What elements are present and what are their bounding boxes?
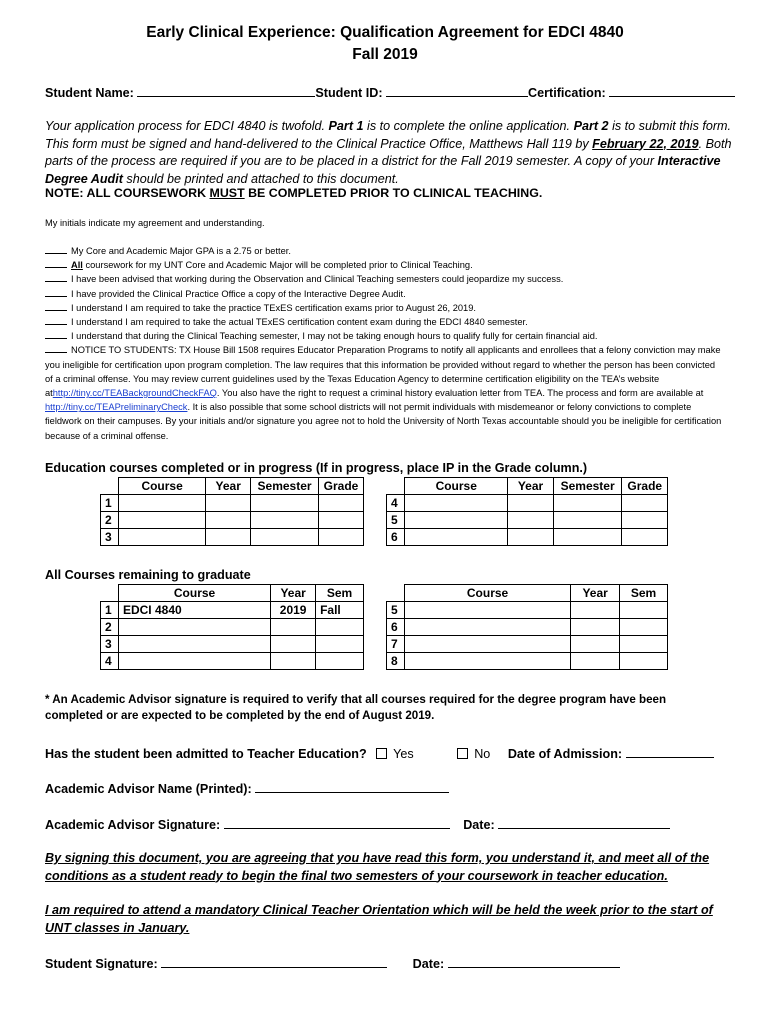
certification-label: Certification: bbox=[528, 86, 606, 100]
year-cell[interactable] bbox=[508, 495, 553, 512]
year-cell[interactable] bbox=[206, 529, 251, 546]
row-number: 5 bbox=[387, 602, 405, 619]
intro-audit: Interactive Degree Audit bbox=[45, 154, 721, 186]
advisor-signature-label: Academic Advisor Signature: bbox=[45, 818, 221, 832]
course-cell[interactable] bbox=[118, 512, 205, 529]
table-row bbox=[101, 495, 364, 512]
year-cell[interactable] bbox=[206, 495, 251, 512]
header-blank bbox=[101, 585, 119, 602]
agreement-item bbox=[45, 329, 725, 343]
table-row bbox=[101, 619, 364, 636]
row-number: 3 bbox=[101, 636, 119, 653]
year-cell[interactable] bbox=[571, 602, 620, 619]
agreement-text: I have been advised that working during the Observation and Clinical Teaching semesters could jeopardize my success. bbox=[71, 274, 564, 285]
table-row bbox=[387, 512, 668, 529]
header-blank bbox=[387, 478, 405, 495]
intro-deadline: February 22, 2019 bbox=[592, 136, 699, 151]
year-cell[interactable] bbox=[571, 619, 620, 636]
table-row bbox=[387, 602, 668, 619]
sem-cell[interactable] bbox=[620, 636, 668, 653]
intro-text-1: Your application process for EDCI 4840 is twofold. bbox=[45, 119, 326, 133]
grade-cell[interactable] bbox=[622, 512, 668, 529]
row-number: 8 bbox=[387, 653, 405, 670]
agreement-item bbox=[45, 315, 725, 329]
course-cell[interactable] bbox=[405, 529, 508, 546]
table-row bbox=[101, 636, 364, 653]
initials-field[interactable] bbox=[45, 258, 67, 268]
table-row bbox=[387, 653, 668, 670]
initials-field[interactable] bbox=[45, 287, 67, 297]
grade-cell[interactable] bbox=[622, 495, 668, 512]
orientation-statement: I am required to attend a mandatory Clinical Teacher Orientation which will be held the week prior to the start of UNT classes in January. bbox=[45, 903, 713, 935]
course-cell[interactable] bbox=[118, 619, 270, 636]
table-header-row bbox=[387, 478, 668, 495]
sem-cell[interactable]: Fall bbox=[316, 602, 364, 619]
signing-statement: By signing this document, you are agreeing that you have read this form, you understand it, and meet all of the conditions as a student ready to begin the final two semesters of your coursework in teacher education. bbox=[45, 851, 710, 883]
year-cell[interactable]: 2019 bbox=[271, 602, 316, 619]
admission-row bbox=[45, 745, 714, 761]
year-cell[interactable] bbox=[508, 529, 553, 546]
row-number: 4 bbox=[101, 653, 119, 670]
course-cell[interactable]: EDCI 4840 bbox=[118, 602, 270, 619]
semester-cell[interactable] bbox=[553, 512, 622, 529]
course-cell[interactable] bbox=[118, 529, 205, 546]
advisor-name-row bbox=[45, 780, 449, 796]
course-cell[interactable] bbox=[118, 495, 205, 512]
intro-text-3: is to submit this form. This form must be signed and hand-delivered to the Clinical Practice Office, Matthews Hall 119 by bbox=[45, 119, 732, 151]
year-cell[interactable] bbox=[271, 636, 316, 653]
initials-field[interactable] bbox=[45, 343, 67, 353]
course-cell[interactable] bbox=[405, 495, 508, 512]
header-year: Year bbox=[271, 585, 316, 602]
intro-paragraph bbox=[45, 118, 735, 188]
agreement-list bbox=[45, 244, 725, 443]
header-sem: Sem bbox=[316, 585, 364, 602]
sem-cell[interactable] bbox=[620, 619, 668, 636]
course-cell[interactable] bbox=[404, 619, 570, 636]
agreement-text: I understand that during the Clinical Teaching semester, I may not be taking enough hours to qualify fully for certain financial aid. bbox=[71, 331, 598, 342]
student-id-label: Student ID: bbox=[315, 86, 383, 100]
row-number: 1 bbox=[101, 602, 119, 619]
remaining-heading: All Courses remaining to graduate bbox=[45, 568, 251, 582]
row-number: 7 bbox=[387, 636, 405, 653]
note-must: MUST bbox=[209, 186, 245, 200]
agreement-item bbox=[45, 287, 725, 301]
advisor-name-label: Academic Advisor Name (Printed): bbox=[45, 782, 252, 796]
header-year: Year bbox=[508, 478, 553, 495]
edu-courses-heading: Education courses completed or in progress (If in progress, place IP in the Grade column.) bbox=[45, 461, 588, 475]
semester-cell[interactable] bbox=[251, 512, 319, 529]
felony-notice bbox=[45, 343, 725, 442]
tea-preliminary-link[interactable]: http://tiny.cc/TEAPreliminaryCheck bbox=[45, 402, 188, 413]
header-semester: Semester bbox=[553, 478, 622, 495]
advisor-date-field[interactable] bbox=[498, 816, 670, 829]
intro-part2: Part 2 bbox=[573, 119, 609, 133]
course-cell[interactable] bbox=[118, 636, 270, 653]
agreement-item bbox=[45, 272, 725, 286]
agreement-lead: My initials indicate my agreement and understanding. bbox=[45, 218, 265, 228]
row-number: 3 bbox=[101, 529, 119, 546]
course-cell[interactable] bbox=[404, 636, 570, 653]
certification-field[interactable] bbox=[609, 84, 735, 97]
table-row bbox=[387, 495, 668, 512]
course-cell[interactable] bbox=[404, 602, 570, 619]
agreement-text: I have provided the Clinical Practice Office a copy of the Interactive Degree Audit. bbox=[71, 288, 406, 299]
student-name-field[interactable] bbox=[137, 84, 315, 97]
course-cell[interactable] bbox=[404, 653, 570, 670]
row-number: 4 bbox=[387, 495, 405, 512]
admission-date-field[interactable] bbox=[626, 745, 714, 758]
table-header-row bbox=[101, 478, 364, 495]
course-cell[interactable] bbox=[118, 653, 270, 670]
initials-field[interactable] bbox=[45, 315, 67, 325]
advisor-name-field[interactable] bbox=[255, 780, 449, 793]
student-signature-field[interactable] bbox=[161, 955, 387, 968]
advisor-signature-row bbox=[45, 816, 670, 832]
agreement-text: I understand I am required to take the actual TExES certification content exam during the EDCI 4840 semester. bbox=[71, 317, 528, 328]
header-semester: Semester bbox=[251, 478, 319, 495]
admission-date-label: Date of Admission: bbox=[507, 747, 623, 761]
note-prefix: NOTE: ALL COURSEWORK bbox=[45, 186, 207, 200]
header-year: Year bbox=[206, 478, 251, 495]
notice-text-a: NOTICE TO STUDENTS: TX House Bill 1508 requires Educator Preparation Programs to notify all applicants and enrollees that a felony conviction may make you ineligible for certification upon program completion. The law requires that this information be provided without regard to whether the person has been convicted of a criminal offense. You may review current guidelines used by the Texas Education Agency to determine certification eligibility on the TEA’s website at bbox=[45, 345, 721, 399]
row-number: 2 bbox=[101, 512, 119, 529]
advisor-date-label: Date: bbox=[463, 818, 495, 832]
initials-field[interactable] bbox=[45, 244, 67, 254]
sem-cell[interactable] bbox=[620, 653, 668, 670]
semester-cell[interactable] bbox=[553, 495, 622, 512]
header-course: Course bbox=[404, 585, 570, 602]
form-title: Early Clinical Experience: Qualification Agreement for EDCI 4840 bbox=[146, 24, 624, 41]
header-sem: Sem bbox=[620, 585, 668, 602]
agreement-text: I understand I am required to take the practice TExES certification exams prior to August 26, 2019. bbox=[71, 302, 476, 313]
tea-background-link[interactable]: http://tiny.cc/TEABackgroundCheckFAQ bbox=[52, 388, 217, 399]
notice-text-b: . You also have the right to request a criminal history evaluation letter from TEA. The process and form are available at bbox=[216, 388, 704, 399]
row-number: 1 bbox=[101, 495, 119, 512]
agreement-item bbox=[45, 258, 725, 272]
table-row bbox=[387, 529, 668, 546]
table-row bbox=[101, 529, 364, 546]
student-name-label: Student Name: bbox=[45, 86, 134, 100]
header-course: Course bbox=[118, 478, 205, 495]
grade-cell[interactable] bbox=[319, 495, 364, 512]
semester-cell[interactable] bbox=[251, 495, 319, 512]
sem-cell[interactable] bbox=[316, 653, 364, 670]
header-grade: Grade bbox=[319, 478, 364, 495]
course-cell[interactable] bbox=[405, 512, 508, 529]
table-row bbox=[101, 512, 364, 529]
advisor-footnote: * An Academic Advisor signature is required to verify that all courses required for the degree program have been completed or are expected to be completed by the end of August 2019. bbox=[45, 693, 667, 722]
intro-text-5: should be printed and attached to this document. bbox=[126, 171, 399, 186]
grade-cell[interactable] bbox=[319, 512, 364, 529]
edu-courses-table-left bbox=[100, 477, 364, 546]
agreement-item bbox=[45, 301, 725, 315]
agreement-text: coursework for my UNT Core and Academic Major will be completed prior to Clinical Teaching. bbox=[85, 260, 473, 271]
table-row bbox=[387, 636, 668, 653]
agreement-item bbox=[45, 244, 725, 258]
semester-cell[interactable] bbox=[251, 529, 319, 546]
grade-cell[interactable] bbox=[622, 529, 668, 546]
no-label: No bbox=[474, 747, 491, 761]
initials-field[interactable] bbox=[45, 272, 67, 282]
no-checkbox[interactable] bbox=[457, 748, 468, 759]
year-cell[interactable] bbox=[206, 512, 251, 529]
year-cell[interactable] bbox=[571, 653, 620, 670]
sem-cell[interactable] bbox=[620, 602, 668, 619]
intro-text-2: is to complete the online application. bbox=[367, 119, 571, 133]
semester-cell[interactable] bbox=[553, 529, 622, 546]
year-cell[interactable] bbox=[508, 512, 553, 529]
agreement-text: My Core and Academic Major GPA is a 2.75 or better. bbox=[71, 246, 291, 256]
remaining-table-right bbox=[386, 584, 668, 670]
year-cell[interactable] bbox=[271, 653, 316, 670]
student-signature-label: Student Signature: bbox=[45, 957, 158, 971]
sem-cell[interactable] bbox=[316, 619, 364, 636]
student-date-label: Date: bbox=[412, 957, 445, 971]
form-term: Fall 2019 bbox=[352, 46, 418, 63]
header-course: Course bbox=[405, 478, 508, 495]
advisor-signature-field[interactable] bbox=[224, 816, 450, 829]
table-row bbox=[101, 653, 364, 670]
yes-label: Yes bbox=[393, 747, 414, 761]
edu-courses-table-right bbox=[386, 477, 668, 546]
header-year: Year bbox=[571, 585, 620, 602]
intro-text-4: . Both parts of the process are required if you are to be placed in a district for the Fall 2019 semester. A copy of your bbox=[45, 136, 732, 168]
year-cell[interactable] bbox=[571, 636, 620, 653]
table-header-row bbox=[101, 585, 364, 602]
table-header-row bbox=[387, 585, 668, 602]
grade-cell[interactable] bbox=[319, 529, 364, 546]
student-info-row bbox=[45, 84, 735, 100]
initials-field[interactable] bbox=[45, 329, 67, 339]
row-number: 2 bbox=[101, 619, 119, 636]
coursework-note bbox=[45, 186, 542, 200]
initials-field[interactable] bbox=[45, 301, 67, 311]
agreement-all: All bbox=[71, 260, 83, 271]
row-number: 5 bbox=[387, 512, 405, 529]
row-number: 6 bbox=[387, 529, 405, 546]
header-blank bbox=[387, 585, 405, 602]
student-date-field[interactable] bbox=[448, 955, 620, 968]
row-number: 6 bbox=[387, 619, 405, 636]
table-row bbox=[101, 602, 364, 619]
student-signature-row bbox=[45, 955, 620, 971]
header-grade: Grade bbox=[622, 478, 668, 495]
year-cell[interactable] bbox=[271, 619, 316, 636]
student-id-field[interactable] bbox=[386, 84, 528, 97]
remaining-table-left bbox=[100, 584, 364, 670]
header-course: Course bbox=[118, 585, 270, 602]
yes-checkbox[interactable] bbox=[376, 748, 387, 759]
table-row bbox=[387, 619, 668, 636]
sem-cell[interactable] bbox=[316, 636, 364, 653]
notice-text-c: . It is also possible that some school districts will not permit individuals with misdemeanor or felony convictions to complete fieldwork on their campuses. By your initials and/or signature you agree not to hold the University of North Texas accountable should you be ineligible for certification because of a criminal offense. bbox=[45, 402, 722, 441]
intro-part1: Part 1 bbox=[328, 119, 364, 133]
admitted-question: Has the student been admitted to Teacher Education? bbox=[45, 747, 367, 761]
header-blank bbox=[101, 478, 119, 495]
note-suffix: BE COMPLETED PRIOR TO CLINICAL TEACHING. bbox=[248, 186, 543, 200]
